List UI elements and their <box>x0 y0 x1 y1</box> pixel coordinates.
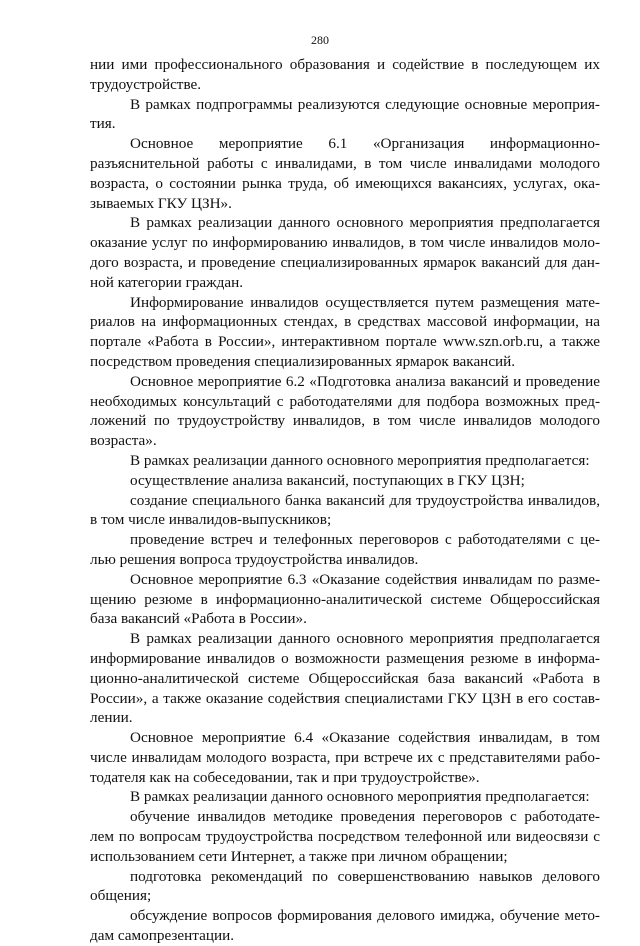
text-line: В рамках реализации данного основного мероприятия предполагается <box>130 630 600 648</box>
text-line: щению резюме в информационно-аналитической системе Общероссийская <box>90 590 600 608</box>
text-line: оказание услуг по информированию инвалидов, в том числе инвалидов моло- <box>90 234 600 252</box>
text-line: необходимых консультаций с работодателями для подбора возможных пред- <box>90 392 600 410</box>
text-line: ной категории граждан. <box>90 273 244 291</box>
text-line: информирование инвалидов о возможности размещения резюме в информа- <box>90 649 600 667</box>
text-line: Основное мероприятие 6.2 «Подготовка анализа вакансий и проведение <box>130 372 600 390</box>
text-line: Основное мероприятие 6.1 «Организация информационно- <box>130 135 600 153</box>
text-line: возраста, о состоянии рынка труда, об имеющихся вакансиях, услугах, ока- <box>90 174 600 192</box>
text-line: база вакансий «Работа в России». <box>90 610 307 628</box>
text-line: посредством проведения специализированных ярмарок вакансий. <box>90 352 516 370</box>
text-line: обсуждение вопросов формирования делового имиджа, обучение мето- <box>130 907 600 925</box>
text-line: возраста». <box>90 432 157 450</box>
text-line: лью решения вопроса трудоустройства инвалидов. <box>90 550 419 568</box>
text-line: общения; <box>90 887 152 905</box>
text-line: ложений по трудоустройству инвалидов, в том числе инвалидов молодого <box>90 412 600 430</box>
text-line: нии ими профессионального образования и содействие в последующем их <box>90 56 600 73</box>
text-line: создание специального банка вакансий для трудоустройства инвалидов, <box>130 491 600 509</box>
text-line: дам самопрезентации. <box>90 927 235 945</box>
text-line: В рамках реализации данного основного мероприятия предполагается: <box>130 451 590 469</box>
text-line: тодателя как на собеседовании, так и при трудоустройстве». <box>90 768 480 786</box>
text-line: дого возраста, и проведение специализированных ярмарок вакансий для дан- <box>90 253 600 271</box>
text-line: проведение встреч и телефонных переговоров с работодателями с це- <box>130 531 600 549</box>
text-line: риалов на информационных стендах, в средствах массовой информации, на <box>90 313 600 331</box>
text-line: В рамках реализации данного основного мероприятия предполагается <box>130 214 600 232</box>
page-number: 280 <box>311 33 329 47</box>
text-line: лении. <box>90 709 133 727</box>
text-line: Основное мероприятие 6.3 «Оказание содействия инвалидам по разме- <box>130 570 600 588</box>
text-line: осуществление анализа вакансий, поступающих в ГКУ ЦЗН; <box>130 471 525 489</box>
text-line: обучение инвалидов методике проведения переговоров с работодате- <box>130 808 600 826</box>
text-line: Основное мероприятие 6.4 «Оказание содействия инвалидам, в том <box>130 729 600 747</box>
document-body <box>90 55 600 946</box>
text-line: зываемых ГКУ ЦЗН». <box>90 194 232 212</box>
text-line: портале «Работа в России», интерактивном портале www.szn.orb.ru, а также <box>90 333 600 351</box>
text-line: подготовка рекомендаций по совершенствованию навыков делового <box>130 867 600 885</box>
text-line: числе инвалидам молодого возраста, при встрече их с представителями рабо- <box>90 748 600 766</box>
text-line: ционно-аналитической системе Общероссийская база вакансий «Работа в <box>90 669 600 687</box>
text-line: лем по вопросам трудоустройства посредством телефонной или видеосвязи с <box>90 828 600 846</box>
text-line: в том числе инвалидов-выпускников; <box>90 511 332 529</box>
text-line: трудоустройстве. <box>90 75 202 93</box>
text-line: В рамках подпрограммы реализуются следующие основные мероприя- <box>130 95 600 113</box>
text-line: тия. <box>90 115 116 133</box>
text-line: разъяснительной работы с инвалидами, в том числе инвалидами молодого <box>90 154 600 172</box>
text-line: В рамках реализации данного основного мероприятия предполагается: <box>130 788 590 806</box>
text-line: Информирование инвалидов осуществляется путем размещения мате- <box>130 293 600 311</box>
text-line: использованием сети Интернет, а также при личном обращении; <box>90 847 508 865</box>
text-line: России», а также оказание содействия специалистами ГКУ ЦЗН в его состав- <box>90 689 600 707</box>
